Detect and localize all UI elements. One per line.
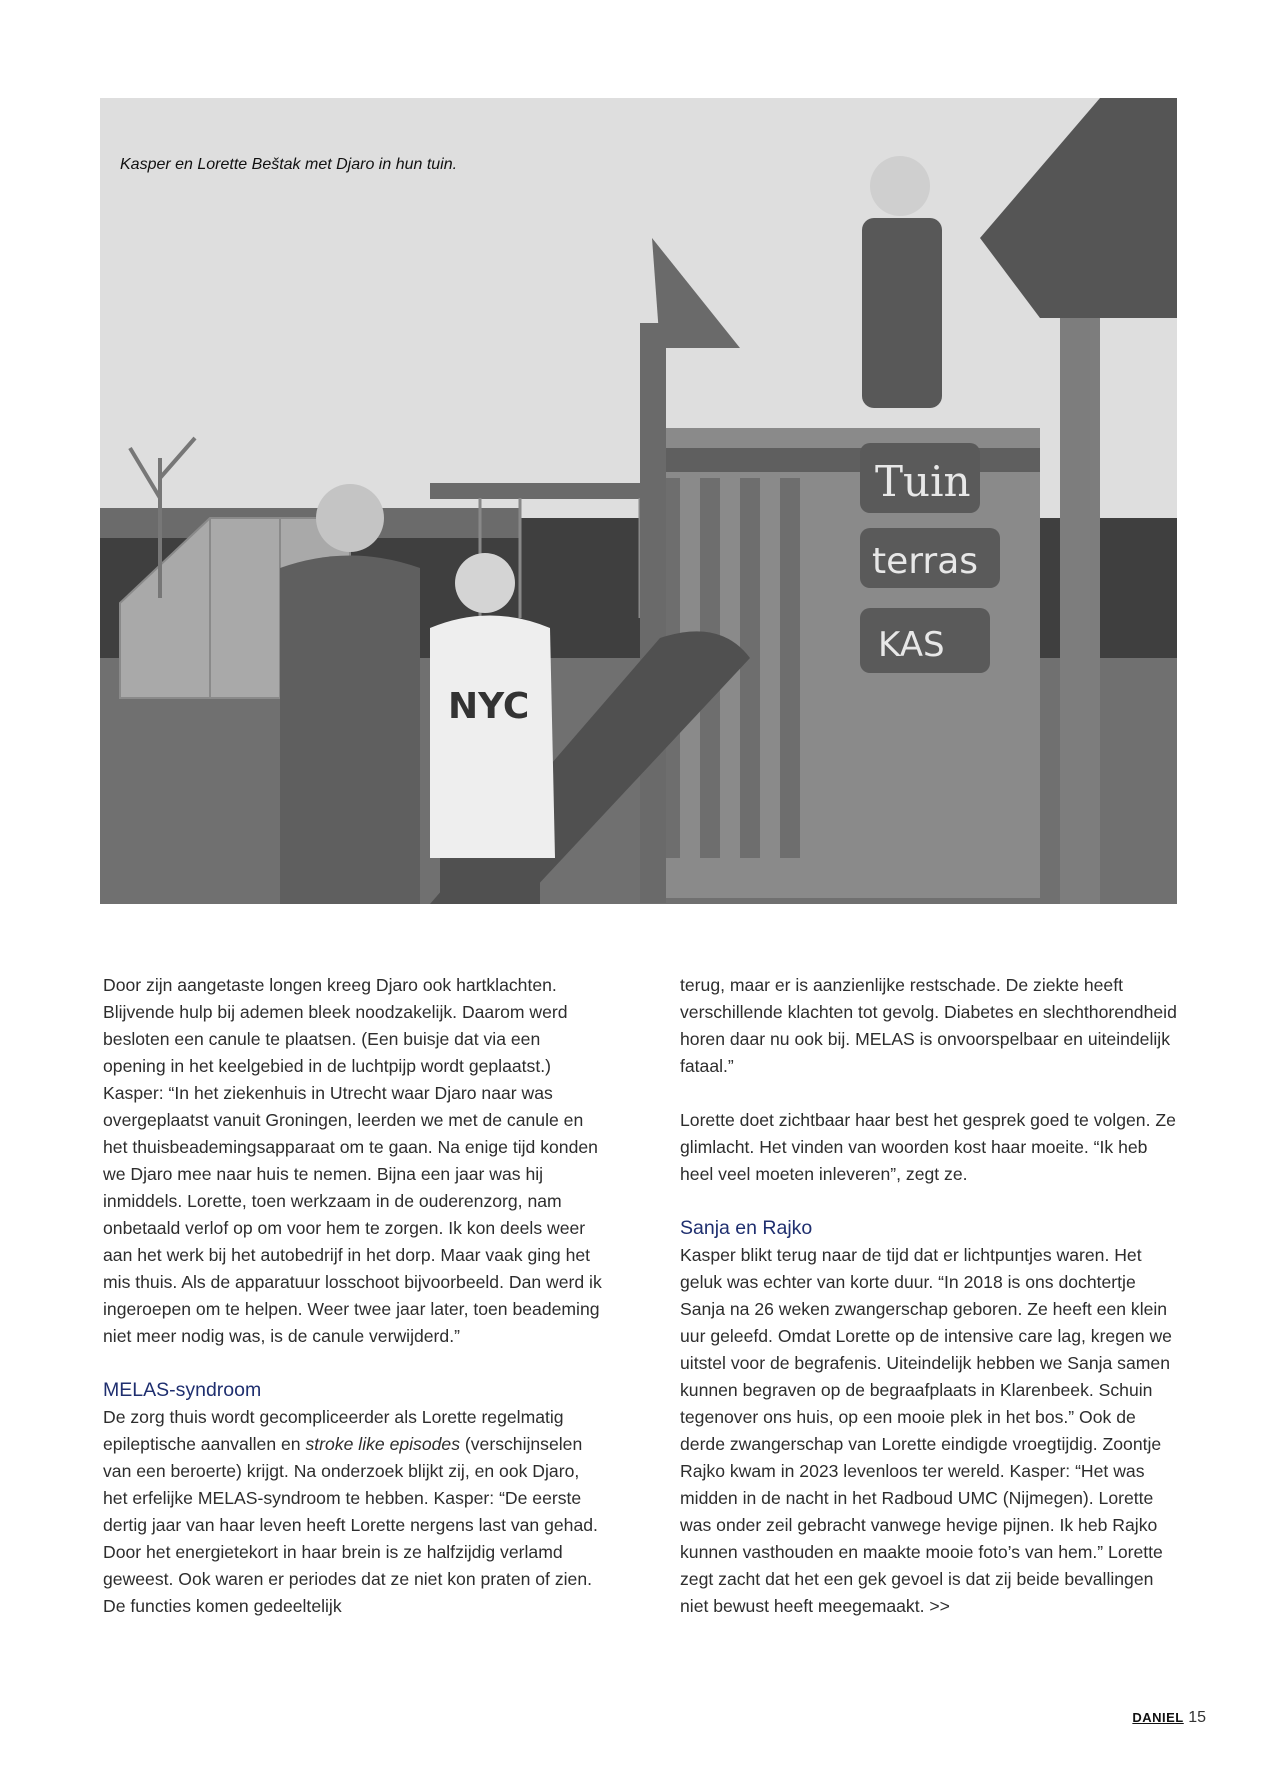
section-heading-sanja-rajko: Sanja en Rajko [680,1217,813,1239]
right-paragraph-2: Lorette doet zichtbaar haar best het gesprek goed te volgen. Ze glimlacht. Het vinden van woorden kost haar moeite. “Ik heb heel veel moeten inleveren”, zegt ze. [680,1110,1176,1184]
left-paragraph-2-start: De zorg thuis wordt gecompliceerder als Lorette regelmatig epileptische aanvallen en [103,1407,564,1454]
sign-line-2: terras [872,541,979,582]
photo-illustration [100,98,1177,904]
left-column [103,972,603,1620]
family-photo [100,98,1177,904]
right-column [680,972,1180,1620]
section-heading-melas: MELAS-syndroom [103,1379,262,1401]
page-footer [1132,1709,1206,1727]
left-paragraph-2-end: (verschijnselen van een beroerte) krijgt. Na onderzoek blijkt zij, en ook Djaro, het erfelijke MELAS-syndroom te hebben. Kasper: “De eerste dertig jaar van haar leven heeft Lorette nergens last van gehad. Door het energietekort in haar brein is ze halfzijdig verlamd geweest. Ook waren er periodes dat ze niet kon praten of zien. De functies komen gedeeltelijk [103,1434,598,1616]
magazine-brand: DANIEL [1132,1710,1184,1725]
right-paragraph-3: Kasper blikt terug naar de tijd dat er lichtpuntjes waren. Het geluk was echter van korte duur. “In 2018 is ons dochtertje Sanja na 26 weken zwangerschap geboren. Ze heeft een klein uur geleefd. Omdat Lorette op de intensive care lag, kregen we uitstel voor de begrafenis. Uiteindelijk hebben we Sanja samen kunnen begraven op de begraafplaats in Klarenbeek. Schuin tegenover ons huis, op een mooie plek in het bos.” Ook de derde zwangerschap van Lorette eindigde vroegtijdig. Zoontje Rajko kwam in 2023 levenloos ter wereld. Kasper: “Het was midden in de nacht in het Radboud UMC (Nijmegen). Lorette was onder zeil gebracht vanwege hevige pijnen. Ik heb Rajko kunnen vasthouden en maakte mooie foto’s van hem.” Lorette zegt zacht dat het een gek gevoel is dat zij beide bevallingen niet bewust heeft meegemaakt. >> [680,1245,1172,1616]
sign-line-3: KAS [878,625,945,665]
left-paragraph-1: Door zijn aangetaste longen kreeg Djaro ook hartklachten. Blijvende hulp bij ademen bleek noodzakelijk. Daarom werd besloten een canule te plaatsen. (Een buisje dat via een opening in het keelgebied in de luchtpijp wordt geplaatst.) Kasper: “In het ziekenhuis in Utrecht waar Djaro naar was overgeplaatst vanuit Groningen, leerden we met de canule en het thuisbeademingsapparaat om te gaan. Na enige tijd konden we Djaro mee naar huis te nemen. Bijna een jaar was hij inmiddels. Lorette, toen werkzaam in de ouderenzorg, nam onbetaald verlof op om voor hem te zorgen. Ik kon deels weer aan het werk bij het autobedrijf in het dorp. Maar vaak ging het mis thuis. Als de apparatuur losschoot bijvoorbeeld. Dan werd ik ingeroepen om te helpen. Weer twee jaar later, toen beademing niet meer nodig was, is de canule verwijderd.” [103,975,602,1346]
photo-caption: Kasper en Lorette Beštak met Djaro in hun tuin. [120,156,458,173]
sign-line-1: Tuin [875,457,971,506]
page-number: 15 [1188,1709,1206,1726]
right-paragraph-1: terug, maar er is aanzienlijke restschade. De ziekte heeft verschillende klachten tot gevolg. Diabetes en slechthorendheid horen daar nu ook bij. MELAS is onvoorspelbaar en uiteindelijk fataal.” [680,975,1177,1076]
sweater-text: NYC [448,686,530,727]
left-paragraph-2 [103,1404,603,1620]
left-paragraph-2-emphasis: stroke like episodes [305,1434,460,1454]
